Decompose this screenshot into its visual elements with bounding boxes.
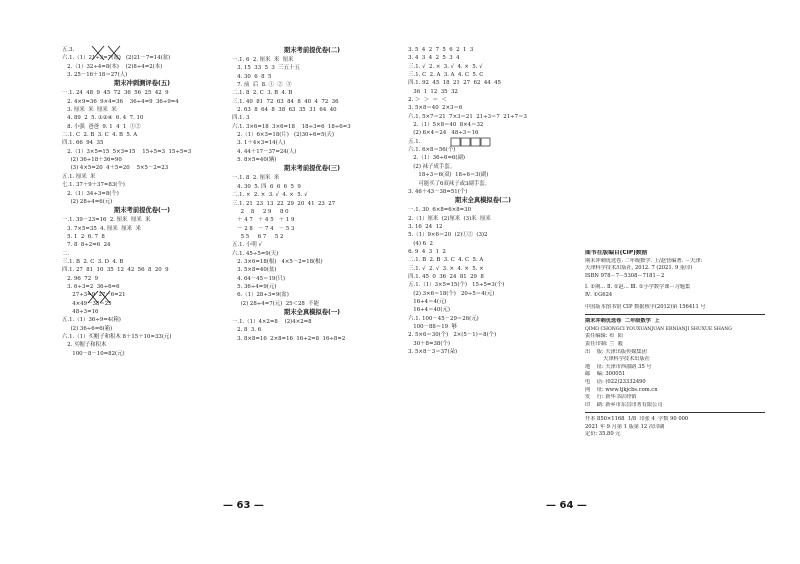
- answer-line: 五.1. 小明 √: [232, 242, 262, 249]
- divider: [585, 314, 765, 315]
- section-heading: 期末全真模拟卷(二): [454, 197, 512, 205]
- answer-line: 100－8－10=82(元): [62, 350, 125, 357]
- answer-line: 2 8 2 9 8 0: [232, 208, 289, 215]
- answer-line: 6.（1）28÷3=9(盆): [232, 292, 289, 299]
- answer-line: 一.1. 6 2. 厘米 米 厘米: [232, 57, 294, 63]
- answer-line: 2. 63 8 64 8 38 63 35 31 64 40: [232, 107, 337, 114]
- answer-line: 2. 买帽子和积木: [62, 342, 107, 349]
- answer-line: 7. 8 8÷2=6 24: [62, 242, 111, 249]
- answer-line: 六.1.（1）21÷3=7(盆) (2)21－7=14(盆): [62, 55, 171, 62]
- answer-line: 3. 5×8=40(盆): [232, 267, 277, 274]
- answer-line: (2) 36÷6=6(箱): [62, 325, 113, 332]
- answer-line: 五.3.: [62, 47, 75, 53]
- answer-line: 一.1. 8 2. 厘米 米: [232, 175, 280, 182]
- answer-line: (2) 6×4＝24 48÷3＝16: [403, 130, 479, 137]
- answer-line: 六.1.（1）买帽子和积木 8＋15＋10=33(元): [62, 334, 172, 340]
- answer-line: 5.（1）9×6＝20 (2)①② (3)2: [403, 232, 488, 239]
- answer-line: 2.（1）3×5=15 5×3=15 15÷5=3 15÷5=3: [62, 148, 192, 155]
- answer-line: 3. 15 33 5 3 三五十五: [232, 65, 300, 72]
- cip-line: 印 刷: 新乡市东昌印务有限公司: [585, 401, 663, 408]
- cip-line: 网 址: www.tjkjcbs.com.cn: [585, 386, 658, 393]
- answer-line: 二.1. 8 2. C 3. B 4. B: [232, 90, 293, 97]
- cip-line: 电 话: (022)23332490: [585, 378, 646, 385]
- answer-line: 5 5 6 7 5 2: [232, 233, 284, 240]
- answer-line: 2. 5×6＝30(个) 2×(5－1)＝8(个): [403, 332, 497, 339]
- cip-line: 天津科学技术出版社: [585, 356, 650, 363]
- answer-line: 2.（1）32÷4=8(本) (2)8÷4=2(本): [62, 63, 163, 70]
- answer-line: 3. 厘米 米 厘米 米: [62, 107, 117, 114]
- answer-line: － 2 8 － 7 4 － 5 3: [232, 225, 295, 232]
- answer-line: 4×49－38＝25: [62, 300, 112, 307]
- cip-line: Ⅰ. ①期… Ⅱ. ①赵… Ⅲ. ①小学数学课－习题集: [585, 284, 691, 291]
- answer-line: 一.1. 30 6×8=6×8=30: [403, 207, 472, 214]
- answer-line: 六.1. 5×7＝21 7×3＝21 21÷3＝7 21÷7＝3: [403, 113, 527, 120]
- answer-line: 2. 4×9=36 9×4=36 36÷4=9 36÷9=4: [62, 98, 179, 105]
- cip-line: 责任印制: 兰 毅: [585, 340, 623, 347]
- answer-line: 7. 前 后 8. ① ② ③: [232, 82, 292, 89]
- answer-line: 27÷3=9 27－6=21: [62, 292, 126, 299]
- answer-line: 一.1.（1）4×2=8 (2)4×2=8: [232, 318, 312, 325]
- answer-line: (4) 6 2: [403, 240, 433, 247]
- answer-line: 3. 25－16＋18＝27(人): [62, 72, 128, 79]
- answer-line: 六.1. 6×8＝56(个): [403, 147, 456, 154]
- answer-line: 六.1. 3×6=18 3×6=18 18÷3=6 18÷6=3: [232, 123, 351, 130]
- section-heading: 期末冲刺测评卷(五): [113, 80, 171, 88]
- answer-line: (2) 袜子成手套。: [403, 163, 455, 170]
- answer-line: 三.1. √ 2. × 3. √ 4. × 5. √: [403, 63, 483, 70]
- answer-line: 3. 1＋4×3=14(人): [232, 140, 286, 147]
- answer-line: 3. 5×8＝40 2×3＝6: [403, 105, 463, 112]
- page-number-right: — 64 —: [546, 500, 587, 511]
- cip-line: 中国版本图书馆 CIP 数据核字(2012)第 156411 号: [585, 303, 706, 310]
- answer-line: 6. 9 4 3 1 2: [403, 248, 446, 255]
- answer-line: ＋ 4 7 ＋ 4 5 ＋ 1 9: [232, 217, 295, 224]
- answer-line: 四.1. 45 0 36 24 81 29 8: [403, 273, 484, 280]
- cip-line: 出 版: 天津出版传媒集团: [585, 348, 647, 355]
- answer-line: 五.1.（1）3×5=15(个) 15÷5=3(个): [403, 282, 505, 289]
- cip-line: ISBN 978－7－5308－7181－2: [585, 272, 665, 279]
- divider: [585, 412, 765, 413]
- answer-line: 三.1. √ 2. √ 3. × 4. × 5. ×: [403, 265, 484, 272]
- answer-line: 48÷3=16: [62, 308, 99, 315]
- cip-line: 责任编辑: 布 阳: [585, 333, 623, 340]
- cross-marks-mid: [86, 289, 116, 305]
- section-heading: 期末考前提优卷(三): [283, 165, 341, 173]
- answer-line: 3. 4 3 4 2 5 3 4: [403, 55, 460, 62]
- answer-line: (2) 3×6＝18(个) 20÷5＝4(元): [403, 290, 495, 297]
- answer-line: 2.（1）6×3=18(片) (2)30÷6=5(天): [232, 132, 334, 139]
- answer-line: 2. ＞ ＞ ＝ ＜: [403, 97, 447, 104]
- answer-line: 3. 5 4 2 7 5 6 2 1 3: [403, 47, 474, 53]
- answer-line: 4. 44＋17－37=24(人): [232, 148, 297, 155]
- answer-line: 36 1 12 35 32: [403, 88, 458, 95]
- answer-line: 2. 96 72 9: [62, 275, 98, 282]
- answer-line: 三.1. 40 81 72 63 84 8 40 4 72 36: [232, 98, 339, 105]
- answer-line: 一.1. 24 48 9 45 72 36 56 25 42 9: [62, 90, 169, 97]
- answer-line: 二.1. B 2. B 3. C 4. C 5. A: [403, 257, 484, 264]
- answer-line: 30＋8=38(个): [403, 340, 450, 347]
- answer-line: 4. 64－45＝19(只): [232, 275, 285, 282]
- answer-line: 三.1. 21 23 13 22 29 20 41 23 27: [232, 200, 336, 207]
- answer-line: 四.1. 27 81 10 35 12 42 56 8 20 9: [62, 267, 169, 274]
- cip-line: 发 行: 新华书店经销: [585, 394, 637, 401]
- answer-line: 2. 3×6=18(根) 4×5－2=18(根): [232, 258, 323, 265]
- answer-line: 二.1. C 2. B 3. C 4. B 5. A: [62, 132, 138, 139]
- answer-line: 2.（1）5×8＝40 8×4＝32: [403, 122, 484, 129]
- answer-line: 5. 1 2 6. 7 8: [62, 233, 105, 240]
- cip-line: Ⅳ. ①G624: [585, 291, 613, 298]
- answer-line: 2. 8 3. 6: [232, 327, 262, 334]
- answer-line: 16÷4＝40(元): [403, 307, 450, 314]
- answer-line: 四.1. 3: [232, 115, 250, 122]
- cip-line: 天津科学技术出版社, 2012. 7 (2021. 9 重印): [585, 265, 693, 272]
- answer-line: 4. 30 5. 四 6 6 6 5 9: [232, 183, 301, 190]
- answer-line: (2) 36÷18＋36=90: [62, 157, 122, 164]
- answer-column-1: [62, 46, 222, 358]
- section-heading: 期末考前提优卷(一): [113, 207, 171, 215]
- answer-line: 18÷3＝6(双) 18÷6＝3(副): [403, 172, 489, 179]
- answer-line: 4. 30 6 8 5: [232, 73, 272, 80]
- cip-line: 定价: 35.80 元: [585, 431, 621, 438]
- answer-line: 二.: [62, 250, 70, 257]
- section-heading: 期末考前提优卷(二): [283, 47, 341, 54]
- section-heading: 期末全真模拟卷(一): [283, 308, 341, 316]
- answer-line: 3. 7×5=35 4. 厘米 厘米 米: [62, 225, 141, 232]
- cip-title: 图书在版编目(CIP)数据: [585, 250, 648, 256]
- answer-line: 16÷4＝4(元): [403, 298, 447, 305]
- answer-line: 5. 36÷4=9(元): [232, 283, 277, 290]
- cip-line: 地 址: 天津市西康路 35 号: [585, 363, 652, 370]
- cip-line: 邮 编: 300051: [585, 371, 626, 378]
- answer-line: 100－88＝19 够: [403, 324, 457, 330]
- answer-line: 4. 89 2 5. ①②④ 6. 4 7. 10: [62, 115, 144, 122]
- answer-line: 六.1. 45÷5=9(天): [232, 250, 279, 257]
- answer-line: 3. 46＋43－38=51(个): [403, 188, 468, 195]
- answer-line: 七.1. 37＋9＋37=83(个): [62, 182, 125, 189]
- cip-line: 开本 850×1168 1/8 印张 4 字数 90 000: [585, 416, 689, 423]
- answer-line: 3. 5×8－3＝37(朵): [403, 349, 458, 356]
- cip-line: 期末冲刺优选卷. 二年级数学. 上/赵营编著. －天津:: [585, 257, 703, 264]
- answer-line: 3. 8×8=16 2×8=16 16÷2=8 16÷8=2: [232, 335, 346, 342]
- answer-line: 四.1. 66 94 35: [62, 140, 104, 147]
- answer-line: 三.1. B 2. C 3. D 4. B: [62, 258, 124, 265]
- book-pinyin: QIMO CHONGCI YOUXUANJUAN ERNIANJI SHUXUE SHANG: [585, 326, 732, 332]
- page-number-left: — 63 —: [223, 500, 264, 511]
- answer-line: 3. 16 24 12: [403, 223, 443, 230]
- answer-line: 六.1. 100－45－29＝26(元): [403, 315, 479, 322]
- answer-line: 8. 小强 爸爸 9. 1 4 1 ①②: [62, 123, 141, 130]
- answer-line: (2) 28÷4=7(元) 25＜28 不能: [232, 300, 320, 307]
- answer-line: 一.1. 39－23=16 2. 厘米 厘米 米: [62, 217, 151, 224]
- book-title: 期末冲刺优选卷 二年级数学 上: [585, 318, 660, 325]
- answer-line: 三.1. C 2. A 3. A 4. C 5. C: [403, 72, 484, 79]
- answer-line: 5. 8×5=40(辆): [232, 157, 277, 164]
- answer-line: 五.1.: [403, 138, 421, 145]
- answer-line: 五.1. 厘米 米: [62, 173, 96, 180]
- answer-line: 2.（1）34÷3=8(个): [62, 190, 119, 197]
- answer-column-3: [403, 46, 563, 356]
- answer-line: 四.1. 92 45 18 21 27 62 44 45: [403, 80, 501, 87]
- answer-line: 二.1. × 2. × 3. √ 4. × 5. √: [232, 192, 308, 199]
- cip-line: 2021 年 9 月第 1 版第 12 次印刷: [585, 423, 665, 430]
- answer-line: 2.（1）36÷6=6(副): [403, 155, 465, 162]
- cip-data-block: [585, 250, 765, 439]
- cross-marks-top: [90, 44, 130, 62]
- answer-line: 可能买了6双袜子或3副手套。: [403, 180, 490, 187]
- answer-boxes: [450, 137, 494, 147]
- answer-line: 3. 6÷3=2 36÷6=6: [62, 283, 120, 290]
- answer-line: (2) 28÷4=6(元): [62, 198, 113, 205]
- answer-line: 五.1.（1）36÷9=4(箱): [62, 317, 121, 324]
- answer-column-2: [232, 46, 392, 343]
- answer-line: (3) 4×5=20 4＋5=20 5×5－2=23: [62, 165, 169, 172]
- answer-line: 2.（1）厘米 (2)厘米 (3)米 厘米: [403, 215, 491, 222]
